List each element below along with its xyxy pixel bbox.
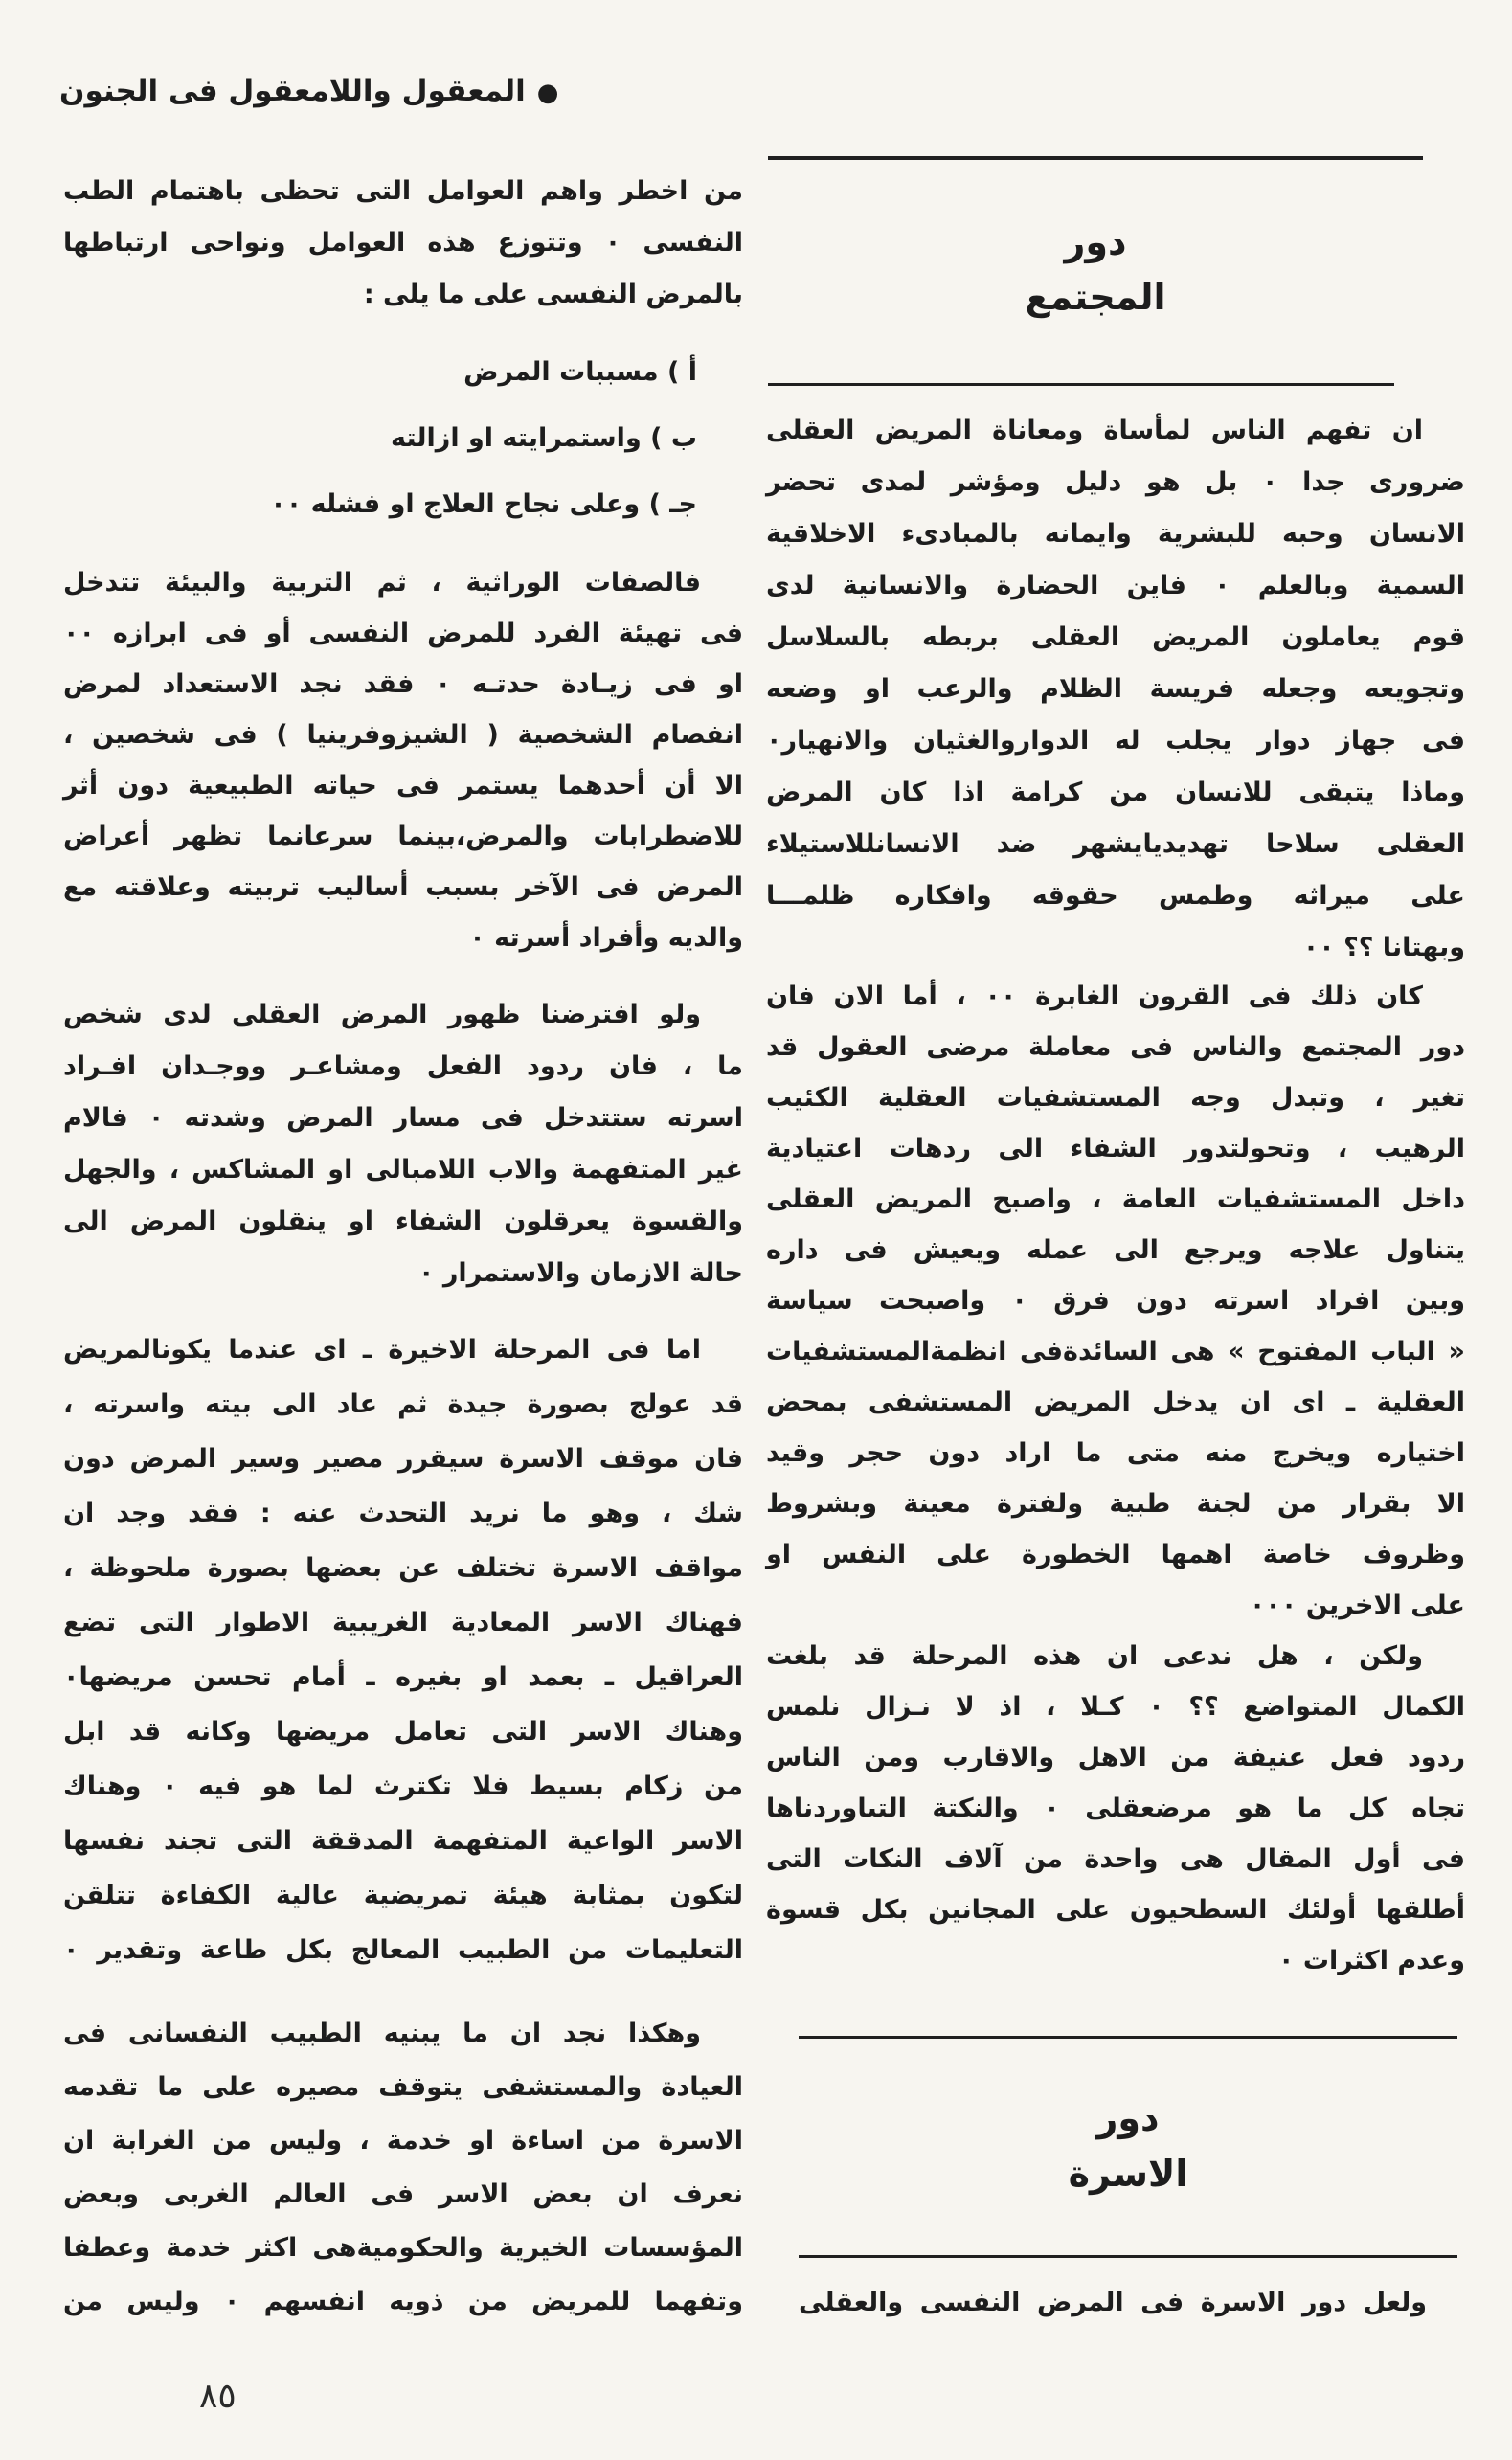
text-line: الا أن أحدهما يستمر فى حياته الطبيعية دون أثر bbox=[63, 771, 743, 801]
text-line: وظروف خاصة اهمها الخطورة على النفس او bbox=[766, 1540, 1465, 1569]
text-line: او فى زيـادة حدتـه ٠ فقد نجد الاستعداد لمرض bbox=[63, 669, 743, 699]
text-line: غير المتفهمة والاب اللامبالى او المشاكس ، والجهل bbox=[63, 1155, 743, 1185]
text-line: يتناول علاجه ويرجع الى عمله ويعيش فى داره bbox=[766, 1235, 1465, 1265]
paragraph bbox=[63, 2007, 743, 2329]
text-line: شك ، وهو ما نريد التحدث عنه : فقد وجد ان bbox=[63, 1499, 743, 1528]
text-line: والديه وأفراد أسرته ٠ bbox=[469, 923, 743, 953]
paragraph bbox=[766, 971, 1465, 1631]
text-line: العيادة والمستشفى يتوقف مصيره على ما تقدمه bbox=[63, 2072, 743, 2102]
paragraph bbox=[63, 1322, 743, 1977]
text-line: التعليمات من الطبيب المعالج بكل طاعة وتقدير ٠ bbox=[63, 1935, 743, 1965]
text-line: تجاه كل ما هو مرضعقلى ٠ والنكتة التىاوردناها bbox=[766, 1794, 1465, 1823]
text-line: وماذا يتبقى للانسان من كرامة اذا كان المرض bbox=[766, 778, 1465, 807]
paragraph bbox=[63, 989, 743, 1299]
factors-list bbox=[63, 339, 743, 537]
text-line: اما فى المرحلة الاخيرة ـ اى عندما يكونالمريض bbox=[63, 1335, 701, 1365]
text-line: حالة الازمان والاستمرار ٠ bbox=[417, 1258, 743, 1288]
heading-line: دور bbox=[1064, 221, 1127, 263]
text-line: العقلى سلاحا تهديديايشهر ضد الانسانللاستيلاء bbox=[766, 829, 1465, 859]
text-line: فان موقف الاسرة سيقرر مصير وسير المرض دون bbox=[63, 1444, 743, 1474]
text-line: نعرف ان بعض الاسر فى العالم الغربى وبعض bbox=[63, 2179, 743, 2209]
text-line: على ميراثه وطمس حقوقه وافكاره ظلمـــا bbox=[766, 881, 1465, 911]
text-line: اسرته ستتدخل فى مسار المرض وشدته ٠ فالام bbox=[63, 1103, 743, 1133]
paragraph bbox=[63, 166, 743, 321]
text-line: فالصفات الوراثية ، ثم التربية والبيئة تتدخل bbox=[63, 568, 701, 598]
text-line: أطلقها أولئك السطحيون على المجانين بكل قسوة bbox=[766, 1895, 1465, 1925]
text-line: والقسوة يعرقلون الشفاء او ينقلون المرض الى bbox=[63, 1207, 743, 1236]
text-line: قد عولج بصورة جيدة ثم عاد الى بيته واسرته ، bbox=[63, 1389, 743, 1419]
text-line: تغير ، وتبدل وجه المستشفيات العقلية الكئيب bbox=[766, 1083, 1465, 1113]
paragraph bbox=[766, 1631, 1465, 1986]
text-line: ما ، فان ردود الفعل ومشاعـر ووجـدان افـراد bbox=[63, 1051, 743, 1081]
text-line: وتجويعه وجعله فريسة الظلام والرعب او وضعه bbox=[766, 674, 1465, 704]
text-line: النفسى ٠ وتتوزع هذه العوامل ونواحى ارتباطها bbox=[63, 228, 743, 258]
section-heading-family bbox=[799, 2090, 1457, 2201]
text-line: السمية وبالعلم ٠ فاين الحضارة والانسانية لدى bbox=[766, 571, 1465, 600]
text-line: فى أول المقال هى واحدة من آلاف النكات التى bbox=[766, 1844, 1465, 1874]
text-line: ضرورى جدا ٠ بل هو دليل ومؤشر لمدى تحضر bbox=[766, 467, 1465, 497]
left-column bbox=[63, 0, 743, 2460]
text-line: ولو افترضنا ظهور المرض العقلى لدى شخص bbox=[63, 1000, 701, 1029]
text-line: المؤسسات الخيرية والحكوميةهى اكثر خدمة وعطفا bbox=[63, 2233, 743, 2263]
text-line: وتفهما للمريض من ذويه انفسهم ٠ وليس من bbox=[63, 2287, 743, 2316]
text-line: قوم يعاملون المريض العقلى بربطه بالسلاسل bbox=[766, 622, 1465, 652]
text-line: العراقيل ـ بعمد او بغيره ـ أمام تحسن مريضها٠ bbox=[63, 1662, 743, 1692]
text-line: داخل المستشفيات العامة ، واصبح المريض العقلى bbox=[766, 1185, 1465, 1214]
list-item: ب ) واستمرايته او ازالته bbox=[391, 423, 697, 453]
text-line: ولكن ، هل ندعى ان هذه المرحلة قد بلغت bbox=[766, 1641, 1423, 1671]
text-line: فى جهاز دوار يجلب له الدواروالغثيان والانهيار٠ bbox=[766, 726, 1465, 756]
heading-line: المجتمع bbox=[1025, 276, 1166, 318]
list-item: جـ ) وعلى نجاح العلاج او فشله ٠٠ bbox=[270, 489, 697, 519]
text-line: من زكام بسيط فلا تكترث لما هو فيه ٠ وهناك bbox=[63, 1772, 743, 1801]
divider-rule bbox=[768, 383, 1394, 386]
text-line: دور المجتمع والناس فى معاملة مرضى العقول قد bbox=[766, 1032, 1465, 1062]
text-line: وعدم اكثرات ٠ bbox=[1277, 1946, 1465, 1975]
text-line: المرض فى الآخر بسبب أساليب تربيته وعلاقته مع bbox=[63, 872, 743, 902]
text-line: للاضطرابات والمرض،بينما سرعانما تظهر أعراض bbox=[63, 822, 743, 851]
divider-rule bbox=[799, 2255, 1457, 2258]
text-line: وبين افراد اسرته دون فرق ٠ واصبحت سياسة bbox=[766, 1286, 1465, 1316]
text-line: لتكون بمثابة هيئة تمريضية عالية الكفاءة تتلقن bbox=[63, 1881, 743, 1910]
text-line: على الاخرين ٠٠٠ bbox=[1249, 1591, 1465, 1620]
right-column bbox=[766, 0, 1465, 2460]
page-number: ٨٥ bbox=[199, 2377, 237, 2416]
text-line: الا بقرار من لجنة طبية ولفترة معينة وبشروط bbox=[766, 1489, 1465, 1519]
divider-rule bbox=[768, 156, 1423, 160]
text-line: الاسرة من اساءة او خدمة ، وليس من الغرابة ان bbox=[63, 2126, 743, 2155]
text-line: « الباب المفتوح » هى السائدةفى انظمةالمستشفيات bbox=[766, 1337, 1465, 1366]
bullet-icon: ● bbox=[536, 79, 559, 107]
text-line: فى تهيئة الفرد للمرض النفسى أو فى ابرازه ٠٠ bbox=[63, 619, 743, 648]
text-line: الكمال المتواضع ؟؟ ٠ كـلا ، اذ لا نـزال نلمس bbox=[766, 1692, 1465, 1722]
text-line: وبهتانا ؟؟ ٠٠ bbox=[1302, 933, 1465, 962]
paragraph bbox=[766, 405, 1465, 974]
text-line: بالمرض النفسى على ما يلى : bbox=[363, 280, 743, 309]
text-line: ردود فعل عنيفة من الاهل والاقارب ومن الناس bbox=[766, 1743, 1465, 1772]
text-line: العقلية ـ اى ان يدخل المريض المستشفى بمحض bbox=[766, 1388, 1465, 1417]
text-line: الاسر الواعية المتفهمة المدققة التى تجند نفسها bbox=[63, 1826, 743, 1856]
paragraph bbox=[799, 2277, 1427, 2329]
paragraph bbox=[63, 557, 743, 963]
text-line: كان ذلك فى القرون الغابرة ٠٠ ، أما الان فان bbox=[766, 982, 1424, 1011]
text-line: فهناك الاسر المعادية الغريبية الاطوار التى تضع bbox=[63, 1608, 743, 1637]
divider-rule bbox=[799, 2036, 1457, 2039]
text-line: من اخطر واهم العوامل التى تحظى باهتمام الطب bbox=[63, 176, 743, 206]
text-line: انفصام الشخصية ( الشيزوفرينيا ) فى شخصين ، bbox=[63, 720, 743, 750]
section-heading-society bbox=[768, 215, 1423, 325]
text-line: الرهيب ، وتحولتدور الشفاء الى ردهات اعتيادية bbox=[766, 1134, 1465, 1163]
text-line: ان تفهم الناس لمأساة ومعاناة المريض العقلى bbox=[766, 416, 1423, 445]
text-line: وهكذا نجد ان ما يبنيه الطبيب النفسانى فى bbox=[63, 2019, 701, 2048]
text-line: مواقف الاسرة تختلف عن بعضها بصورة ملحوظة ، bbox=[63, 1553, 743, 1583]
text-line: وهناك الاسر التى تعامل مريضها وكانه قد ابل bbox=[63, 1717, 743, 1747]
text-line: اختياره ويخرج منه متى ما اراد دون حجر وقيد bbox=[766, 1438, 1465, 1468]
running-title: المعقول واللامعقول فى الجنون bbox=[59, 74, 526, 108]
heading-line: دور bbox=[1096, 2097, 1160, 2139]
text-line: ولعل دور الاسرة فى المرض النفسى والعقلى bbox=[799, 2288, 1427, 2317]
text-line: الانسان وحبه للبشرية وايمانه بالمبادىء الاخلاقية bbox=[766, 519, 1465, 549]
list-item: أ ) مسببات المرض bbox=[463, 357, 697, 387]
heading-line: الاسرة bbox=[1068, 2153, 1188, 2195]
